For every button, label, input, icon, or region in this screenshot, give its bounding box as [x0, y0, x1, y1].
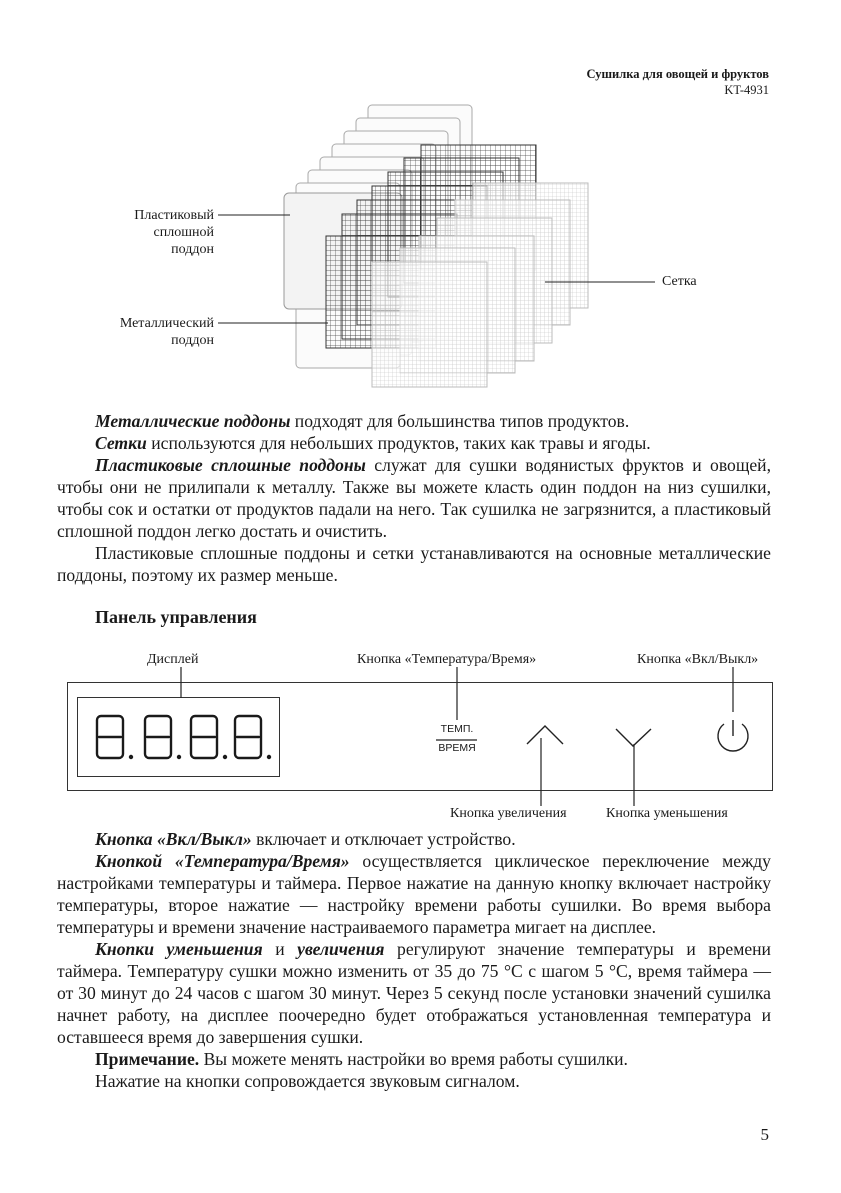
plastic-tray-label — [134, 207, 214, 258]
mesh-label: Сетка — [662, 274, 697, 289]
paragraph-metal — [57, 410, 771, 432]
metal-tray-label-line2: поддон — [171, 333, 214, 348]
note-term: Примечание. — [95, 1049, 200, 1069]
down-label: Кнопка уменьшения — [606, 806, 728, 821]
tray-description — [57, 410, 771, 586]
plastic-desc: служат для сушки водянистых фруктов и овощей, чтобы они не прилипали к металлу. Также вы можете класть один поддон на низ сушилки, чтобы сок и остатки от продуктов падали на него. Так сушилка не загрязнится, а пластиковый сплошной поддон легко достать и очистить. — [57, 455, 771, 541]
paragraph-mesh — [57, 432, 771, 454]
display-label: Дисплей — [147, 652, 199, 667]
metal-term: Металлические поддоны — [95, 411, 291, 431]
power-term: Кнопка «Вкл/Выкл» — [95, 829, 252, 849]
power-desc: включает и отключает устройство. — [251, 829, 516, 849]
note-desc: Вы можете менять настройки во время работы сушилки. — [199, 1049, 628, 1069]
header-model: KT-4931 — [724, 83, 769, 97]
display — [77, 697, 280, 777]
temp-time-desc: осуществляется циклическое переключение между настройками температуры и таймера. Первое нажатие на данную кнопку включает настройку температуры, второе нажатие — настройку времени работы сушилки. Во время выбора температуры и времени значение настраиваемого параметра мигает на дисплее. — [57, 851, 771, 937]
header-title: Сушилка для овощей и фруктов — [586, 67, 769, 81]
up-term: увеличения — [297, 939, 385, 959]
up-down-desc: регулируют значение температуры и времени таймера. Температуру сушки можно изменить от 35 до 75 °C с шагом 5 °C, время таймера — от 30 минут до 24 часов с шагом 30 минут. Через 5 секунд после установки значений сушилка начнет работу, на дисплее поочередно будет отображаться установленная температура и оставшееся время до завершения сушки. — [57, 939, 771, 1047]
temp-time-term: Кнопкой «Температура/Время» — [95, 851, 350, 871]
power-button[interactable] — [713, 716, 753, 756]
panel-description — [57, 828, 771, 1092]
time-button-area[interactable] — [436, 742, 478, 754]
paragraph-size: Пластиковые сплошные поддоны и сетки устанавливаются на основные металлические поддоны, поэтому их размер меньше. — [57, 543, 771, 585]
plastic-tray-label-line1: Пластиковый — [134, 208, 214, 223]
power-label: Кнопка «Вкл/Выкл» — [637, 652, 759, 667]
down-term: Кнопки уменьшения — [95, 939, 263, 959]
section-title: Панель управления — [95, 607, 257, 627]
page-number: 5 — [760, 1125, 769, 1144]
plastic-tray-label-line3: поддон — [171, 242, 214, 257]
plastic-tray-label-line2: сплошной — [153, 225, 214, 240]
plastic-term: Пластиковые сплошные поддоны — [95, 455, 366, 475]
metal-desc: подходят для большинства типов продуктов. — [290, 411, 630, 431]
metal-tray-label-line1: Металлический — [119, 316, 214, 331]
time-button-label: ВРЕМЯ — [438, 742, 476, 754]
desc-up-down — [57, 938, 771, 1048]
temp-time-button[interactable] — [436, 723, 478, 735]
up-label: Кнопка увеличения — [450, 806, 567, 821]
temp-button-label: ТЕМП. — [440, 723, 474, 735]
down-button[interactable] — [612, 720, 654, 754]
desc-power — [57, 828, 771, 850]
mesh-term: Сетки — [95, 433, 147, 453]
desc-temp-time — [57, 850, 771, 938]
temp-time-label: Кнопка «Температура/Время» — [357, 652, 537, 667]
desc-note — [57, 1048, 771, 1070]
desc-sound: Нажатие на кнопки сопровождается звуковым сигналом. — [95, 1071, 520, 1091]
paragraph-plastic — [57, 454, 771, 542]
mesh-desc: используются для небольших продуктов, таких как травы и ягоды. — [146, 433, 651, 453]
up-button[interactable] — [524, 718, 566, 752]
metal-tray-label — [120, 315, 214, 349]
conjunction: и — [262, 939, 298, 959]
